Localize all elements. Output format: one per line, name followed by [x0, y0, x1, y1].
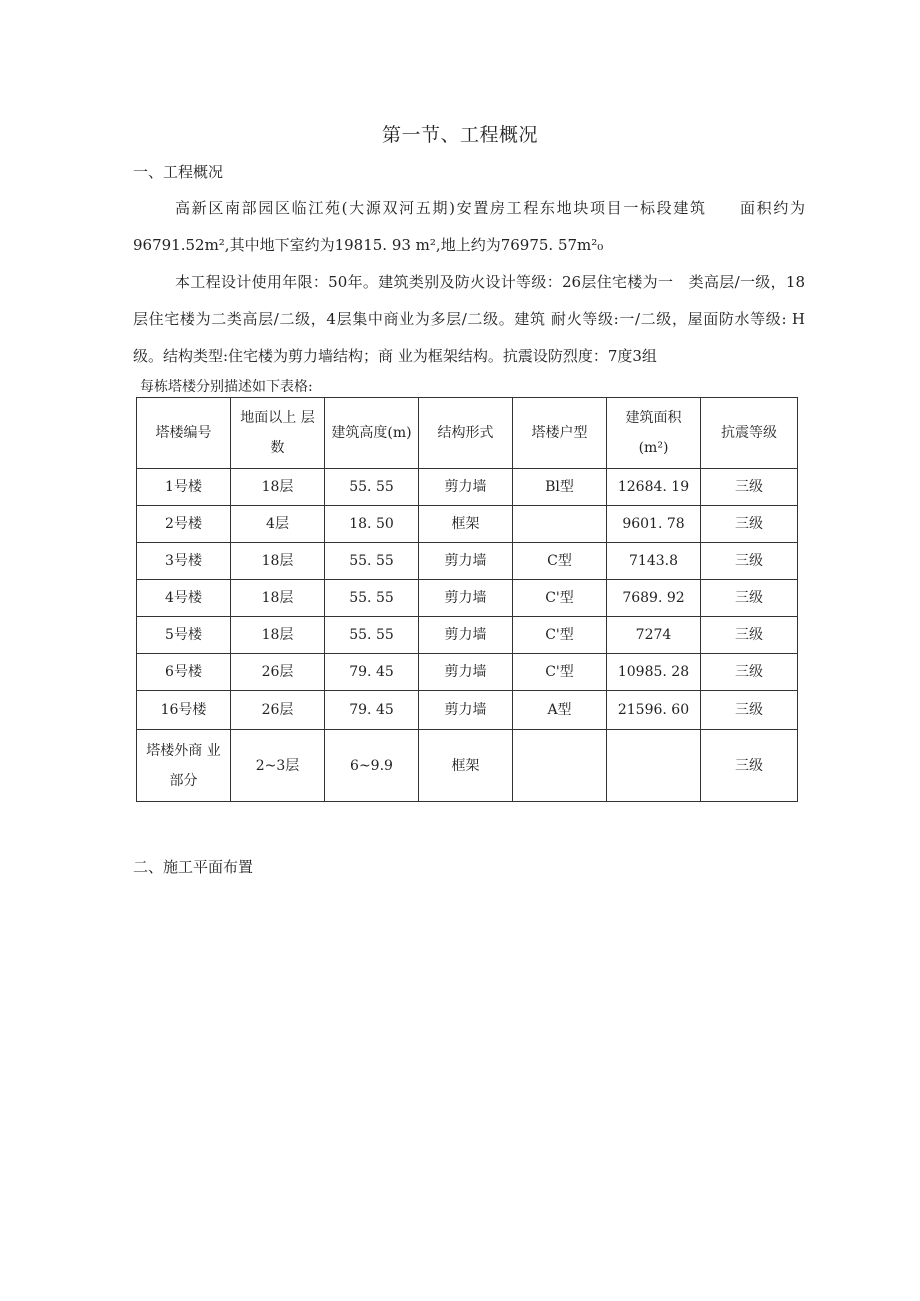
table-row: [137, 469, 798, 506]
table-row: [137, 580, 798, 617]
table-cell: [513, 730, 607, 802]
table-row: [137, 543, 798, 580]
table-caption: 每栋塔楼分别描述如下表格:: [140, 379, 313, 395]
table-cell: 55. 55: [325, 543, 419, 580]
table-cell: 5号楼: [137, 617, 231, 654]
heading-site-layout: 二、施工平面布置: [133, 858, 254, 876]
table-cell: Bl型: [513, 469, 607, 506]
paragraph-design: 本工程设计使用年限：50年。建筑类别及防火设计等级：26层住宅楼为一 类高层/一级，18层住宅楼为二类高层/二级，4层集中商业为多层/二级。建筑 耐火等级:一/二级，屋面防水等级: H级。结构类型:住宅楼为剪力墙结构；商 业为框架结构。抗震设防烈度：7度3组: [133, 273, 805, 365]
table-row: [137, 506, 798, 543]
table-cell: 7689. 92: [607, 580, 701, 617]
table-cell: 三级: [701, 543, 798, 580]
table-cell: C'型: [513, 580, 607, 617]
table-header-row: [137, 398, 798, 469]
table-row: [137, 691, 798, 730]
table-cell: 18层: [231, 543, 325, 580]
table-cell: 79. 45: [325, 654, 419, 691]
table-cell: 框架: [419, 730, 513, 802]
table-cell: 剪力墙: [419, 580, 513, 617]
table-cell: 16号楼: [137, 691, 231, 730]
table-cell: 55. 55: [325, 469, 419, 506]
table-cell: 18层: [231, 580, 325, 617]
table-cell: 55. 55: [325, 617, 419, 654]
table-cell: 框架: [419, 506, 513, 543]
header-cell: 塔楼编号: [137, 398, 231, 469]
table-cell: A型: [513, 691, 607, 730]
table-cell: 三级: [701, 506, 798, 543]
table-cell: 三级: [701, 469, 798, 506]
tower-table: [136, 397, 798, 802]
table-cell: 7143.8: [607, 543, 701, 580]
table-cell: [607, 730, 701, 802]
table-cell: 18层: [231, 469, 325, 506]
header-cell: 建筑高度(m): [325, 398, 419, 469]
table-cell: [513, 506, 607, 543]
table-cell: 4号楼: [137, 580, 231, 617]
table-cell: 10985. 28: [607, 654, 701, 691]
table-cell: 26层: [231, 654, 325, 691]
table-cell: 剪力墙: [419, 617, 513, 654]
table-cell: 1号楼: [137, 469, 231, 506]
table-cell: 三级: [701, 654, 798, 691]
table-cell: 三级: [701, 580, 798, 617]
table-cell: 3号楼: [137, 543, 231, 580]
table-cell: 剪力墙: [419, 691, 513, 730]
table-cell: 三级: [701, 730, 798, 802]
table-cell: 2号楼: [137, 506, 231, 543]
table-cell: 18层: [231, 617, 325, 654]
table-cell: C'型: [513, 654, 607, 691]
table-cell: 4层: [231, 506, 325, 543]
paragraph-area: 高新区南部园区临江苑(大源双河五期)安置房工程东地块项目一标段建筑 面积约为96791.52m²,其中地下室约为19815. 93 m²,地上约为76975. 57m²₀: [133, 199, 805, 254]
header-cell: 地面以上 层数: [231, 398, 325, 469]
table-cell: C型: [513, 543, 607, 580]
table-cell: 三级: [701, 617, 798, 654]
table-cell: C'型: [513, 617, 607, 654]
table-cell: 6~9.9: [325, 730, 419, 802]
table-row: [137, 730, 798, 802]
table-cell: 6号楼: [137, 654, 231, 691]
header-cell: 建筑面积(m²): [607, 398, 701, 469]
table-cell: 21596. 60: [607, 691, 701, 730]
table-cell: 12684. 19: [607, 469, 701, 506]
table-cell: 26层: [231, 691, 325, 730]
table-cell: 2~3层: [231, 730, 325, 802]
header-cell: 塔楼户型: [513, 398, 607, 469]
header-cell: 结构形式: [419, 398, 513, 469]
table-cell: 剪力墙: [419, 654, 513, 691]
header-cell: 抗震等级: [701, 398, 798, 469]
table-cell: 三级: [701, 691, 798, 730]
section-title: 第一节、工程概况: [381, 124, 538, 146]
table-cell: 塔楼外商 业部分: [137, 730, 231, 802]
table-cell: 18. 50: [325, 506, 419, 543]
heading-project-overview: 一、工程概况: [133, 163, 224, 181]
table-row: [137, 654, 798, 691]
table-cell: 7274: [607, 617, 701, 654]
table-cell: 79. 45: [325, 691, 419, 730]
table-cell: 55. 55: [325, 580, 419, 617]
table-row: [137, 617, 798, 654]
table-cell: 9601. 78: [607, 506, 701, 543]
table-cell: 剪力墙: [419, 469, 513, 506]
table-cell: 剪力墙: [419, 543, 513, 580]
